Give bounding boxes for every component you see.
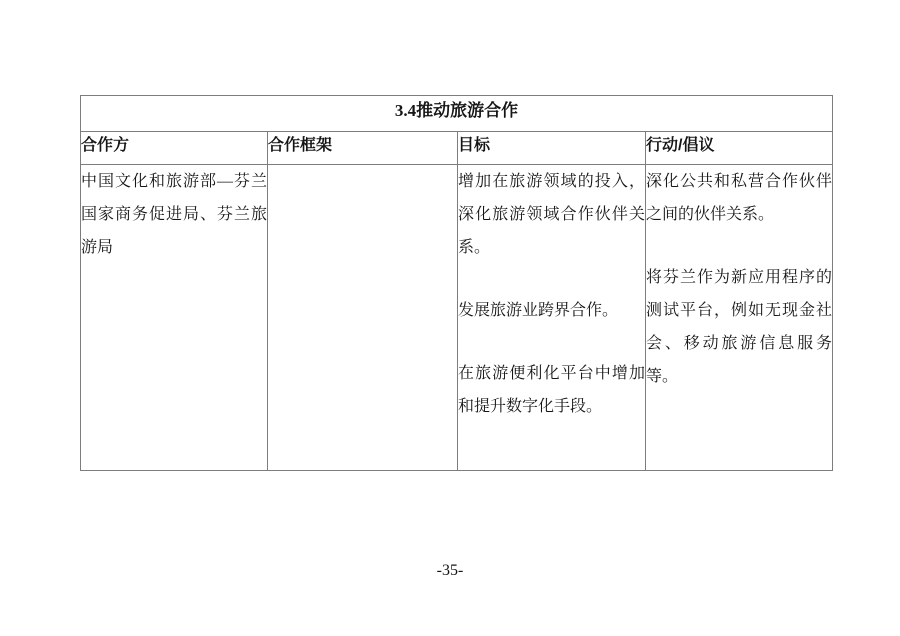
column-header-goals: 目标	[458, 132, 646, 165]
action-paragraph: 将芬兰作为新应用程序的测试平台，例如无现金社会、移动旅游信息服务等。	[646, 269, 832, 385]
column-header-framework: 合作框架	[268, 132, 458, 165]
column-header-actions: 行动/倡议	[646, 132, 833, 165]
column-header-partner: 合作方	[81, 132, 268, 165]
cell-partner	[81, 165, 268, 471]
goal-paragraph: 增加在旅游领域的投入，深化旅游领域合作伙伴关系。	[458, 173, 645, 256]
cell-framework-empty	[268, 165, 458, 471]
table-row	[81, 165, 833, 471]
table-header-row	[81, 132, 833, 165]
cooperation-table	[80, 95, 833, 471]
table-title-row	[81, 96, 833, 132]
goal-paragraph: 在旅游便利化平台中增加和提升数字化手段。	[458, 365, 645, 415]
page-number: -35-	[436, 562, 464, 579]
cell-actions	[646, 165, 833, 471]
table-title: 3.4推动旅游合作	[81, 96, 833, 132]
cell-goals	[458, 165, 646, 471]
partner-paragraph: 中国文化和旅游部—芬兰国家商务促进局、芬兰旅游局	[81, 173, 267, 256]
action-paragraph: 深化公共和私营合作伙伴之间的伙伴关系。	[646, 173, 832, 223]
goal-paragraph: 发展旅游业跨界合作。	[458, 302, 619, 319]
